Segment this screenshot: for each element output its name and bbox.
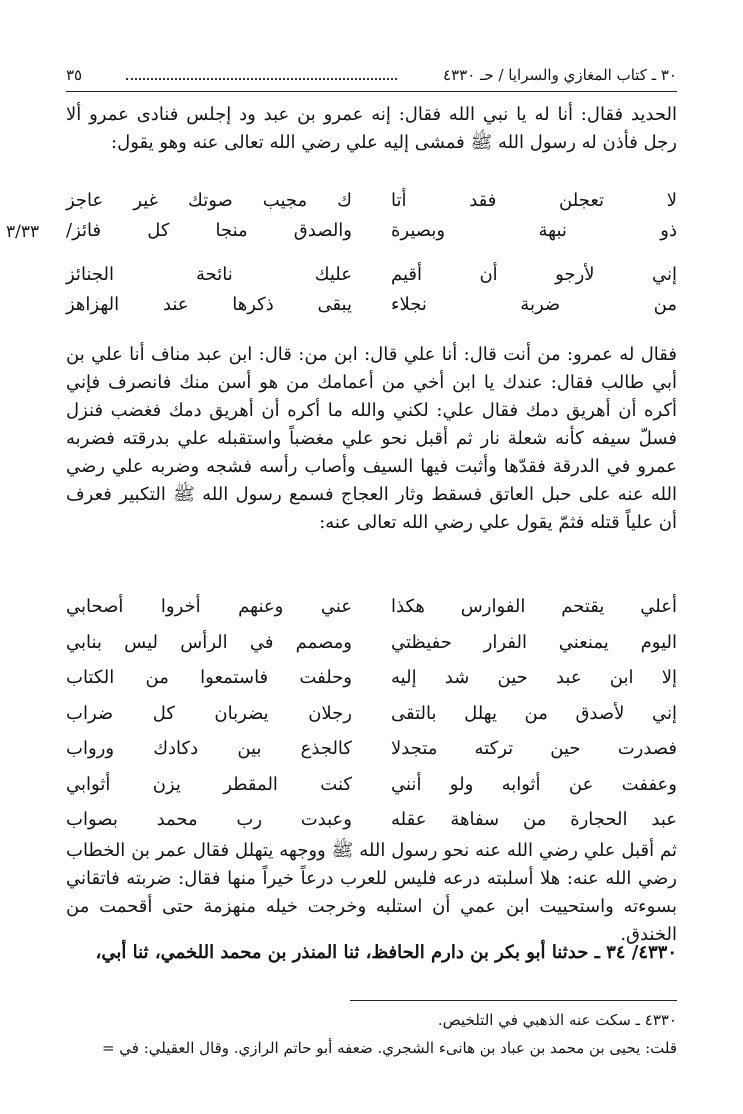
verse-hemistich-right: إني لأرجو أن أقيم xyxy=(391,264,677,285)
verse-hemistich-left: ومصمم في الرأس ليس بنابي xyxy=(66,631,352,653)
margin-volume-reference: ٣/٣٣ xyxy=(6,222,40,242)
prose-paragraph-duel: فقال له عمرو: من أنت قال: أنا علي قال: ابن من: قال: ابن عبد مناف أنا علي بن أبي طالب فقال: عندك يا ابن أخي من أعمامك من هو أسن منك فانصرف فإني أكره أن أهريق دمك فقال علي: لكني والله ما أكره أن أهريق دمك فغضب فنزل فسلّ سيفه كأنه شعلة نار ثم أقبل نحو علي مغضباً واستقبله علي بدرقته فضربه عمرو في الدرقة فقدّها وأثبت فيها السيف وأصاب رأسه فشجه وضربه علي رضي الله عنه على حبل العاتق فسقط وثار العجاج فسمع رسول الله ﷺ التكبير فعرف أن علياً قتله فثمّ يقول علي رضي الله تعالى عنه: xyxy=(66,344,677,533)
verse-hemistich-left: وحلفت فاستمعوا من الكتاب xyxy=(66,667,352,688)
verse-hemistich-left: كنت المقطر يزن أثوابي xyxy=(66,773,352,795)
verse-hemistich-right: ذو نبهة وبصيرة xyxy=(391,220,677,241)
verse-hemistich-right: عبد الحجارة من سفاهة عقله xyxy=(391,809,677,830)
running-header xyxy=(66,64,677,90)
header-rule xyxy=(66,91,677,92)
verse-row xyxy=(66,696,677,732)
verse-hemistich-left: يبقى ذكرها عند الهزاهز xyxy=(66,294,352,315)
verse-hemistich-left: ك مجيب صوتك غير عاجز xyxy=(66,190,352,211)
verse-row xyxy=(66,290,677,320)
page-number: ٣٥ xyxy=(66,66,83,84)
verse-hemistich-right: من ضربة نجلاء xyxy=(391,294,677,315)
footnote-rule xyxy=(350,1000,677,1001)
verse-row xyxy=(66,216,677,246)
verse-row xyxy=(66,767,677,803)
verse-hemistich-right: فصدرت حين تركته متجدلا xyxy=(391,738,677,759)
verse-hemistich-left: عني وعنهم أخروا أصحابي xyxy=(66,596,352,617)
verse-row xyxy=(66,625,677,661)
prose-paragraph-intro: الحديد فقال: أنا له يا نبي الله فقال: إنه عمرو بن عبد ود إجلس فنادى عمرو ألا رجل فأذن له رسول الله ﷺ فمشى إليه علي رضي الله تعالى عنه وهو يقول: xyxy=(66,104,677,153)
verse-hemistich-right: إلا ابن عبد حين شد إليه xyxy=(391,667,677,688)
verse-row xyxy=(66,260,677,290)
verse-hemistich-left: كالجذع بين دكادك ورواب xyxy=(66,738,352,759)
verse-hemistich-right: إني لأصدق من يهلل بالتقى xyxy=(391,702,677,724)
verse-block-3 xyxy=(66,589,677,838)
prose-paragraph-aftermath: ثم أقبل علي رضي الله عنه نحو رسول الله ﷺ ووجهه يتهلل فقال عمر بن الخطاب رضي الله عنه: هلا أسلبته درعه فليس للعرب درعاً خيراً منها فقال: ضربته فاتقاني بسوءته واستحييت ابن عمي أن استلبه وخرجت خيله منهزمة حتى أقحمت من الخندق. xyxy=(66,840,677,945)
verse-row xyxy=(66,186,677,216)
header-title: ٣٠ ـ كتاب المغازي والسرايا / حـ ٤٣٣٠ xyxy=(443,66,677,84)
verse-hemistich-right: وعففت عن أثوابه ولو أنني xyxy=(391,773,677,795)
verse-block-1 xyxy=(66,186,677,246)
hadith-heading: ٤٣٣٠/ ٣٤ ـ حدثنا أبو بكر بن دارم الحافظ، ثنا المنذر بن محمد اللخمي، ثنا أبي، xyxy=(95,942,677,963)
verse-hemistich-left: عليك نائحة الجنائز xyxy=(66,264,352,285)
footnote-line: قلت: يحيى بن محمد بن عباد بن هانىء الشجري. ضعفه أبو حاتم الرازي. وقال العقيلي: في = xyxy=(101,1039,677,1057)
footnote-line: ٤٣٣٠ ـ سكت عنه الذهبي في التلخيص. xyxy=(437,1011,677,1029)
verse-hemistich-right: لا تعجلن فقد أتا xyxy=(391,190,677,211)
header-leader-dots xyxy=(126,78,397,80)
verse-block-2 xyxy=(66,260,677,320)
footnotes xyxy=(60,1006,677,1062)
verse-row xyxy=(66,589,677,625)
verse-hemistich-right: اليوم يمنعني الفرار حفيظتي xyxy=(391,631,677,653)
verse-row xyxy=(66,660,677,696)
verse-hemistich-right: أعلي يقتحم الفوارس هكذا xyxy=(391,596,677,617)
verse-hemistich-left: وعبدت رب محمد بصواب xyxy=(66,809,352,830)
verse-row xyxy=(66,802,677,838)
verse-hemistich-left: والصدق منجا كل فائز/ xyxy=(66,220,352,241)
verse-hemistich-left: رجلان يضربان كل ضراب xyxy=(66,702,352,724)
verse-row xyxy=(66,731,677,767)
